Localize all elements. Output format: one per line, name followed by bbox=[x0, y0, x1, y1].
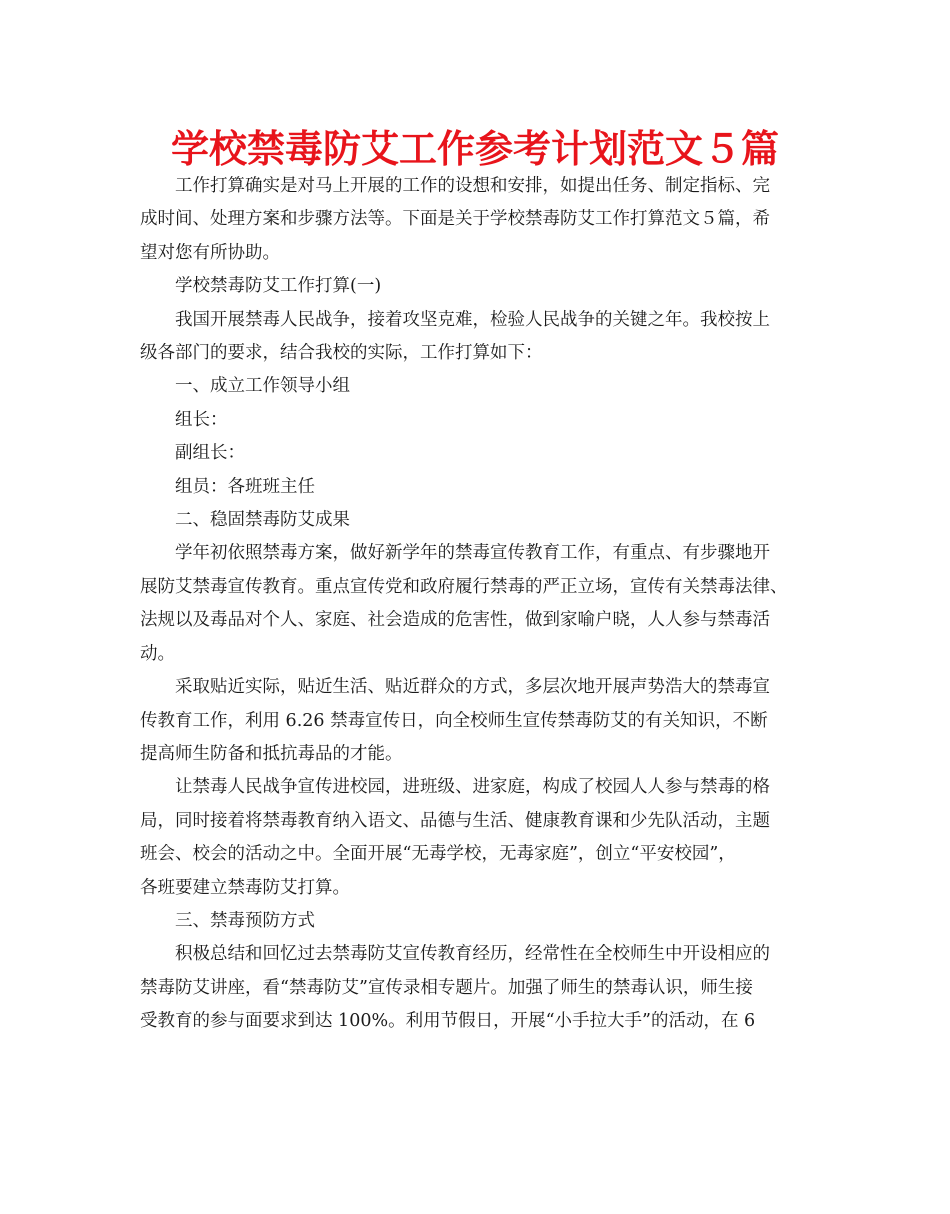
section-heading-3: 三、禁毒预防方式 bbox=[175, 910, 315, 931]
document-body bbox=[140, 170, 812, 1039]
page-title: 学校禁毒防艾工作参考计划范文５篇 bbox=[170, 127, 779, 171]
paragraph-background: 我国开展禁毒人民战争，接着攻坚克难，检验人民战争的关键之年。我校按上 级各部门的要求，结合我校的实际，工作打算如下： bbox=[140, 309, 770, 364]
section-heading-1: 一、成立工作领导小组 bbox=[175, 376, 350, 397]
paragraph-section-3-a: 积极总结和回忆过去禁毒防艾宣传教育经历，经常性在全校师生中开设相应的 禁毒防艾讲座，看“禁毒防艾”宣传录相专题片。加强了师生的禁毒认识，师生接 受教育的参与面要求到达 100%。利用节假日，开展“小手拉大手”的活动，在 6 bbox=[140, 944, 770, 1032]
paragraph-leader: 组长： bbox=[175, 409, 228, 430]
paragraph-section-2-b: 采取贴近实际，贴近生活、贴近群众的方式，多层次地开展声势浩大的禁毒宣 传教育工作，利用 6.26 禁毒宣传日，向全校师生宣传禁毒防艾的有关知识，不断 提高师生防备和抵抗毒品的才能。 bbox=[140, 677, 770, 764]
paragraph-section-2-c: 让禁毒人民战争宣传进校园，进班级、进家庭，构成了校园人人参与禁毒的格 局，同时接着将禁毒教育纳入语文、品德与生活、健康教育课和少先队活动，主题 班会、校会的活动之中。全面开展“无毒学校，无毒家庭”，创立“平安校园”， 各班要建立禁毒防艾打算。 bbox=[140, 777, 770, 898]
paragraph-deputy-leader: 副组长： bbox=[175, 443, 245, 464]
section-heading-2: 二、稳固禁毒防艾成果 bbox=[175, 510, 350, 531]
paragraph-intro: 工作打算确实是对马上开展的工作的设想和安排，如提出任务、制定指标、完 成时间、处理方案和步骤方法等。下面是关于学校禁毒防艾工作打算范文５篇，希 望对您有所协助。 bbox=[140, 176, 770, 263]
paragraph-section-2-a: 学年初依照禁毒方案，做好新学年的禁毒宣传教育工作，有重点、有步骤地开 展防艾禁毒宣传教育。重点宣传党和政府履行禁毒的严正立场，宣传有关禁毒法律、 法规以及毒品对个人、家庭、社会造成的危害性，做到家喻户晓，人人参与禁毒活 动。 bbox=[140, 543, 788, 664]
paragraph-members: 组员：各班班主任 bbox=[175, 476, 315, 497]
paragraph-subtitle-plan-1: 学校禁毒防艾工作打算(一) bbox=[175, 276, 382, 297]
